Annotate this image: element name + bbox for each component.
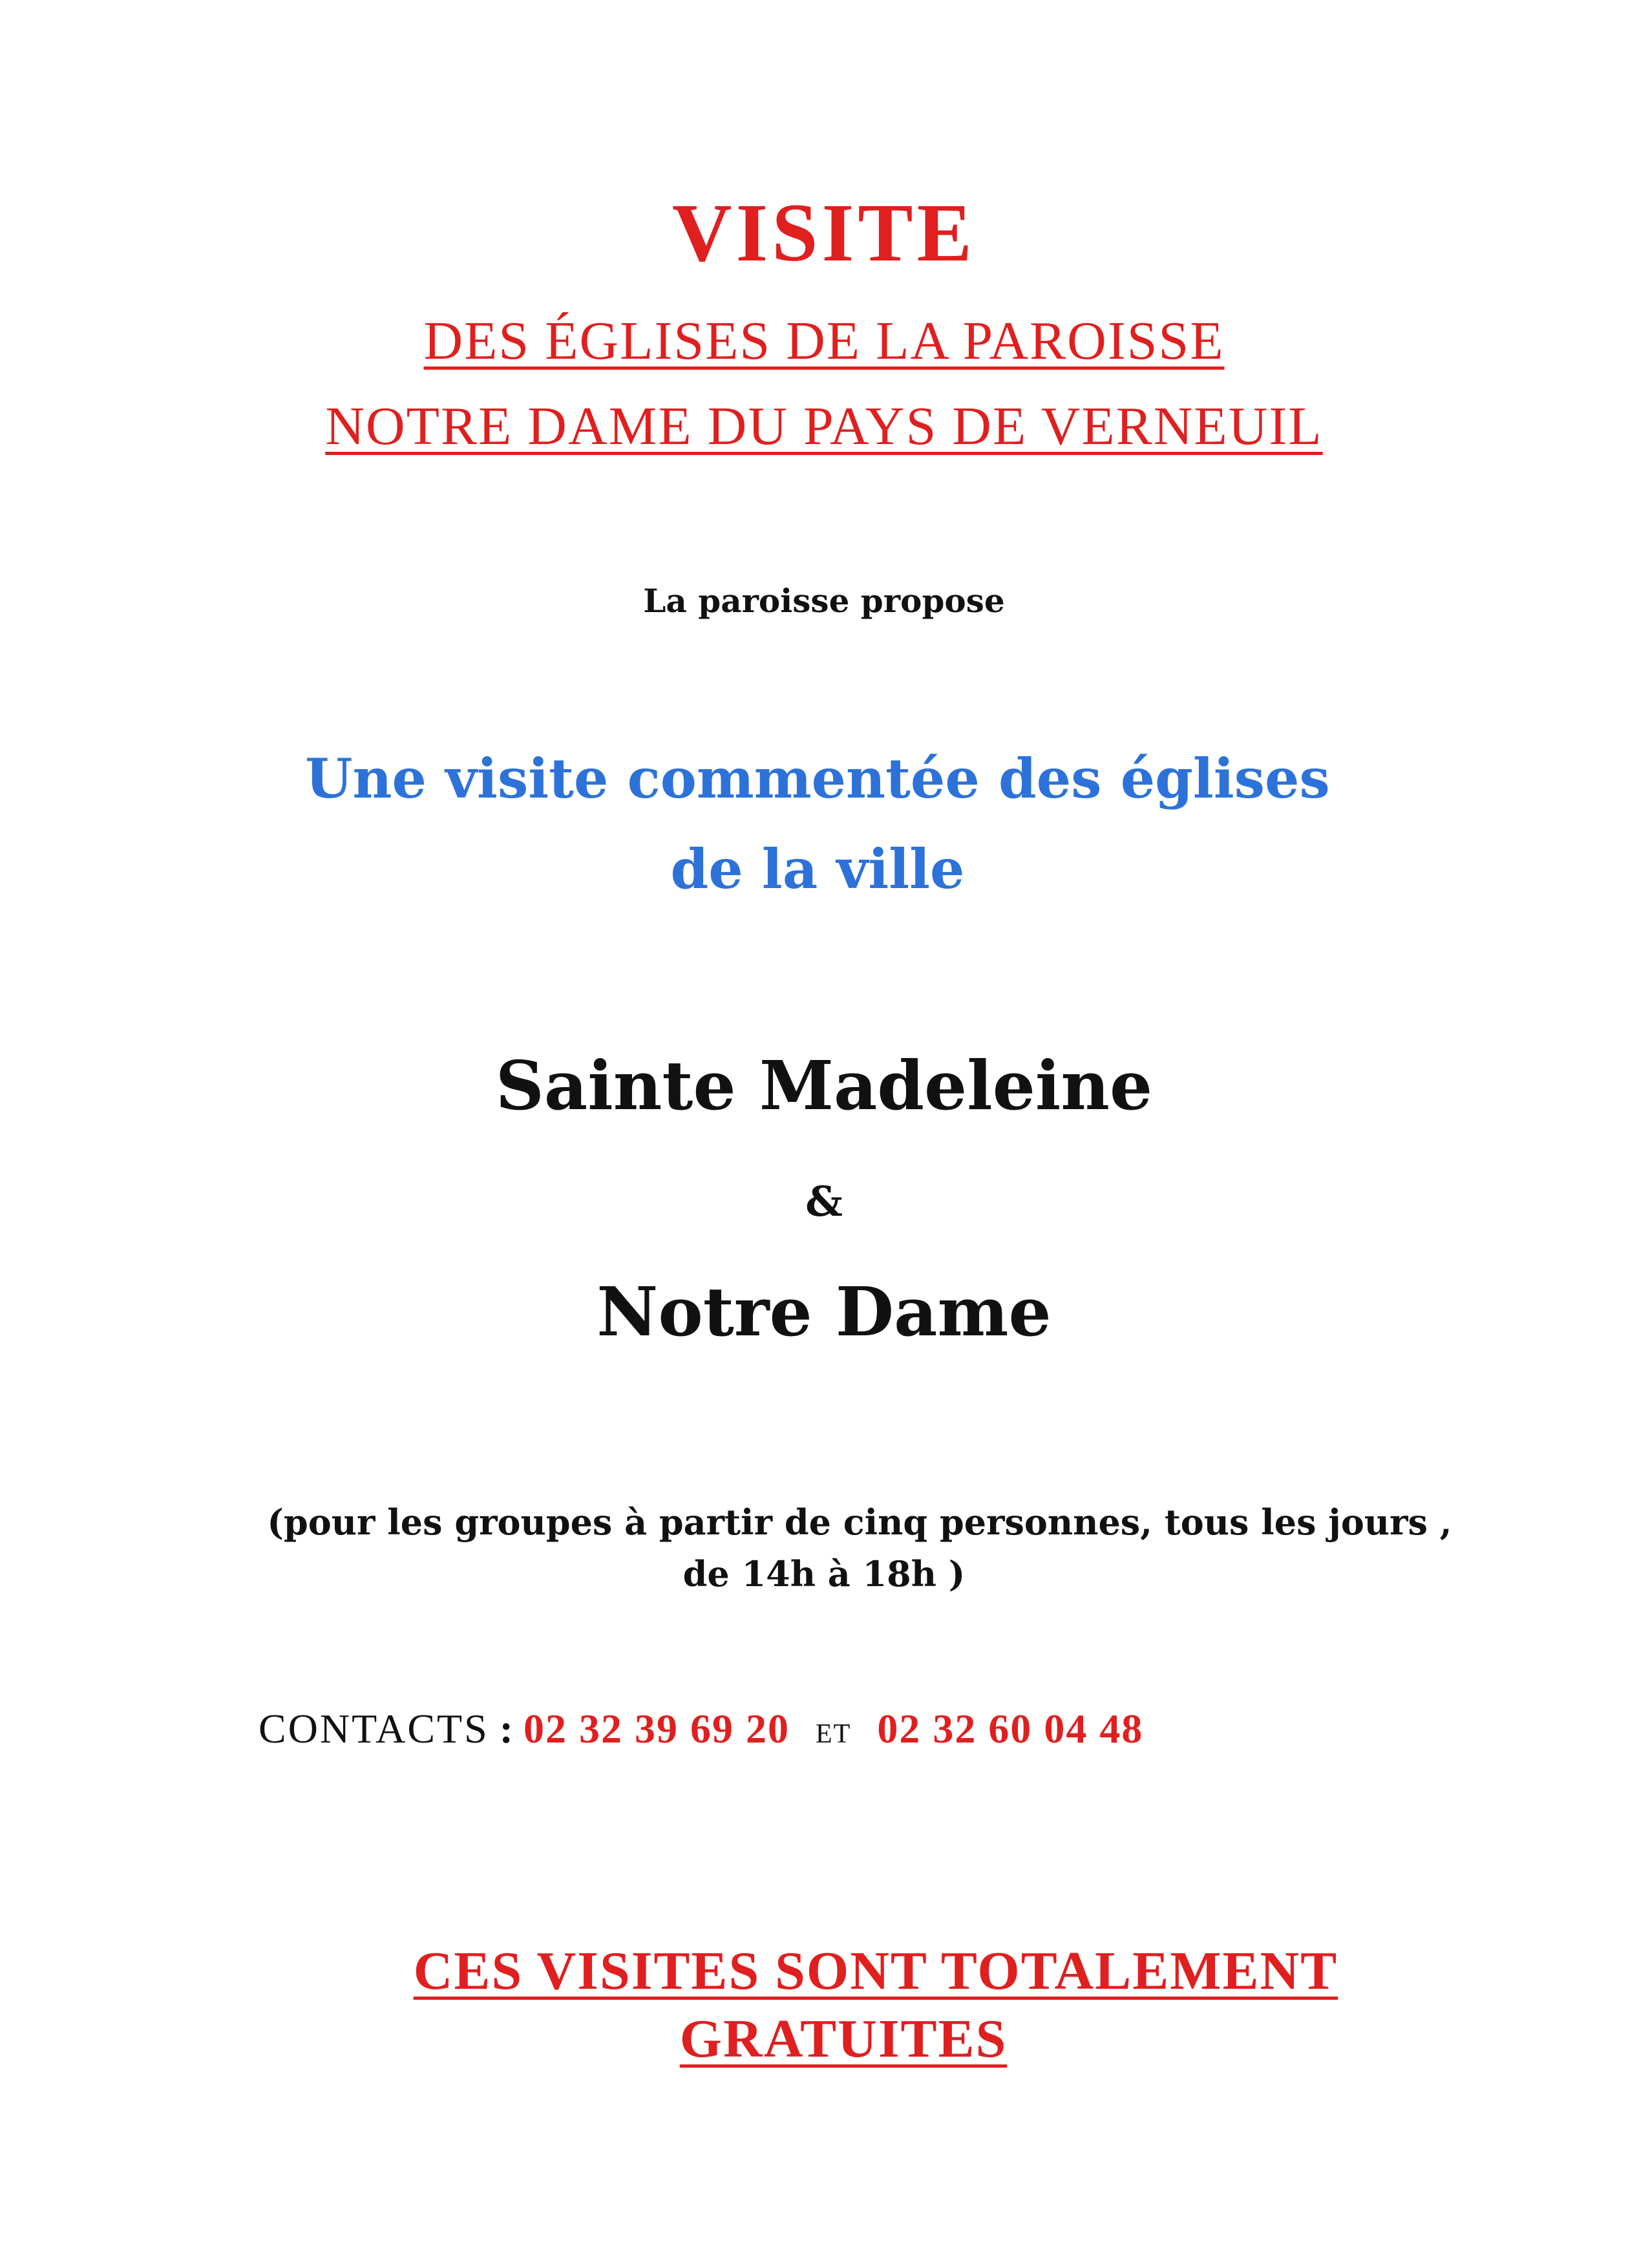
contacts-colon: : [489,1706,523,1752]
schedule-note-line-1: (pour les groupes à partir de cinq personnes, tous les jours , [267,1501,1452,1543]
free-notice-line-1: CES VISITES SONT TOTALEMENT [413,1941,1338,2001]
offer-line-2: de la ville [670,837,965,901]
phone-number-1[interactable]: 02 32 39 69 20 [523,1706,790,1752]
contacts-label: CONTACTS [259,1706,489,1752]
subtitle-line-1: DES ÉGLISES DE LA PAROISSE [423,311,1225,371]
free-notice-line-2: GRATUITES [679,2009,1008,2069]
subtitle-line-2: NOTRE DAME DU PAYS DE VERNEUIL [325,396,1323,456]
church-name-sainte-madeleine: Sainte Madeleine [495,1046,1153,1125]
intro-text: La paroisse propose [643,582,1005,620]
phone-number-2[interactable]: 02 32 60 04 48 [877,1706,1144,1752]
schedule-note-line-2: de 14h à 18h ) [682,1553,966,1595]
church-name-notre-dame: Notre Dame [597,1272,1051,1351]
offer-line-1: Une visite commentée des églises [305,747,1330,811]
ampersand: & [805,1178,843,1226]
contacts-inner [259,1700,1143,1763]
poster-title: VISITE [672,187,976,279]
contacts-separator: ET [816,1719,852,1749]
